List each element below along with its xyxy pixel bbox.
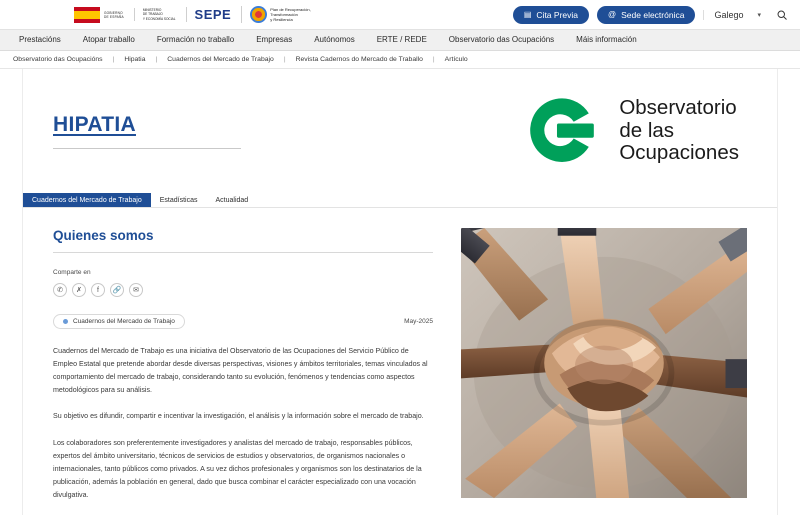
breadcrumb-separator: |	[155, 56, 158, 63]
at-sign-icon: @	[608, 10, 617, 19]
main-navigation	[0, 30, 800, 51]
spain-flag-icon	[74, 7, 100, 23]
plan-line-2: Transformación	[270, 12, 298, 17]
breadcrumb-item-observatorio[interactable]: Observatorio das Ocupacións	[13, 56, 103, 63]
article-paragraph: Los colaboradores son preferentemente investigadores y analistas del mercado de trabajo, responsables públicos, expertos del ámbito universitario, técnicos de servicios de estudios y observatorios, de organismos nacionales o internacionales, tanto públicos como privados. A su vez dichos profesionales y organismos son los destinatarios de la publicación, además la población en general, dado que busca combinar el carácter especializado con una vocación divulgativa.	[53, 438, 422, 499]
hipatia-block	[53, 113, 241, 149]
observatorio-c-logo	[520, 95, 604, 167]
share-buttons	[53, 283, 433, 297]
language-selector[interactable]	[703, 10, 761, 20]
min-line-2: DE TRABAJO	[142, 12, 163, 17]
publish-date: May-2025	[404, 318, 433, 325]
observatorio-title	[619, 97, 739, 166]
sepe-logo[interactable]: SEPE	[186, 7, 232, 22]
whatsapp-icon[interactable]: ✆	[53, 283, 67, 297]
breadcrumb-separator: |	[112, 56, 115, 63]
breadcrumb	[0, 51, 800, 69]
title-divider	[53, 252, 433, 253]
ministerio-logo	[134, 8, 176, 20]
sede-label: Sede electrónica	[621, 9, 685, 20]
section-tabs	[23, 193, 777, 208]
page-title: Quienes somos	[53, 228, 154, 243]
observatorio-brand	[520, 95, 747, 167]
nav-item-empresas[interactable]: Empresas	[256, 35, 293, 44]
content-card	[22, 69, 778, 515]
breadcrumb-item-revista[interactable]: Revista Cadernos do Mercado de Traballo	[295, 56, 423, 63]
plan-recuperacion-logo	[241, 6, 310, 23]
share-label: Comparte en	[53, 269, 91, 276]
breadcrumb-separator: |	[283, 56, 286, 63]
government-logos	[74, 6, 311, 23]
article-paragraph: Su objetivo es difundir, compartir e incentivar la investigación, el análisis y la información sobre el mercado de trabajo.	[53, 412, 424, 421]
gob-line-1: GOBIERNO	[104, 10, 123, 15]
tab-cuadernos-mercado-trabajo[interactable]: Cuadernos del Mercado de Trabajo	[23, 193, 151, 207]
article-content	[23, 208, 777, 515]
top-bar	[0, 0, 800, 30]
gobierno-de-espana-logo	[74, 7, 124, 23]
plan-logo-text	[270, 7, 310, 22]
twitter-icon[interactable]: ✗	[72, 283, 86, 297]
link-icon[interactable]: 🔗	[110, 283, 124, 297]
gobierno-logo-text	[104, 11, 124, 19]
breadcrumb-item-hipatia[interactable]: Hipatia	[124, 56, 146, 63]
chevron-down-icon: ▾	[757, 11, 761, 19]
calendar-icon: ▤	[523, 10, 532, 19]
nav-item-erte-rede[interactable]: ERTE / REDE	[376, 35, 427, 44]
plan-line-3: y Resiliencia	[270, 17, 293, 22]
category-badge[interactable]	[53, 314, 185, 329]
tab-estadisticas[interactable]: Estadísticas	[159, 196, 198, 204]
nav-item-mais-informacion[interactable]: Máis información	[576, 35, 637, 44]
breadcrumb-item-cuadernos[interactable]: Cuadernos del Mercado de Trabajo	[167, 56, 274, 63]
article-text-column	[53, 228, 433, 515]
brand-line-1: Observatorio	[619, 95, 737, 119]
article-meta	[53, 314, 433, 329]
category-dot-icon	[63, 319, 68, 324]
hipatia-link[interactable]: HIPATIA	[53, 113, 136, 136]
gob-line-2: DE ESPAÑA	[104, 14, 124, 19]
mail-icon[interactable]: ✉	[129, 283, 143, 297]
cita-previa-button[interactable]	[513, 6, 589, 24]
nav-item-atopar-traballo[interactable]: Atopar traballo	[82, 35, 135, 44]
breadcrumb-item-articulo: Artículo	[444, 56, 468, 63]
tab-actualidad[interactable]: Actualidad	[215, 196, 249, 204]
search-icon[interactable]	[775, 8, 788, 21]
facebook-icon[interactable]: f	[91, 283, 105, 297]
plan-line-1: Plan de Recuperación,	[270, 7, 311, 12]
nav-item-observatorio[interactable]: Observatorio das Ocupacións	[448, 35, 555, 44]
article-paragraph: Cuadernos del Mercado de Trabajo es una iniciativa del Observatorio de las Ocupaciones del Servicio Público de Empleo Estatal que pretende abordar desde diversas perspectivas, visiones y ámbitos territoriales, temas vinculados al comportamiento del mercado de trabajo, considerando tanto su evolución, fenómenos y tendencias como aspectos metodológicos para su análisis.	[53, 347, 428, 395]
sede-electronica-button[interactable]	[597, 6, 695, 24]
nav-item-formacion-no-traballo[interactable]: Formación no traballo	[156, 35, 235, 44]
cita-previa-label: Cita Previa	[536, 9, 578, 20]
article-image-column	[461, 228, 747, 515]
hipatia-underline	[53, 148, 241, 149]
min-line-3: Y ECONOMÍA SOCIAL	[142, 16, 176, 21]
hands-stacked-teamwork-photo	[461, 228, 747, 498]
nav-item-autonomos[interactable]: Autónomos	[314, 35, 355, 44]
category-label: Cuadernos del Mercado de Trabajo	[73, 318, 175, 325]
nav-item-prestacions[interactable]: Prestacións	[19, 35, 61, 44]
breadcrumb-separator: |	[432, 56, 435, 63]
page-shell	[0, 69, 800, 515]
hero-section	[23, 69, 777, 181]
brand-line-3: Ocupaciones	[619, 141, 739, 165]
plan-circle-icon	[250, 6, 267, 23]
min-line-1: MINISTERIO	[142, 8, 162, 13]
language-label: Galego	[714, 9, 744, 20]
brand-line-2: de las	[619, 118, 675, 142]
top-bar-actions	[513, 6, 788, 24]
